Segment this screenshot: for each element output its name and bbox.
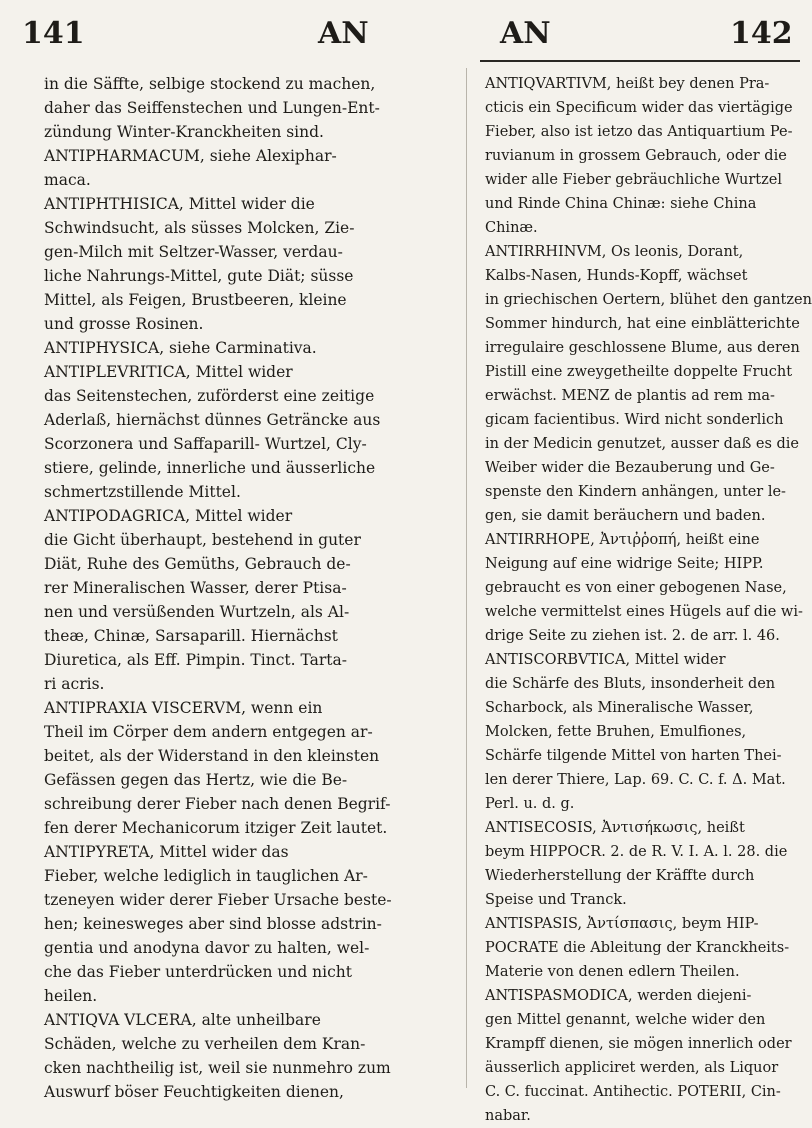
- text-line: zündung Winter-Kranckheiten sind.: [44, 123, 324, 141]
- text-line: ANTISPASIS, Ἀντίσπασις, beym HIP-: [485, 916, 759, 932]
- left-column: [44, 72, 449, 1101]
- text-line: gentia und anodyna davor zu halten, wel-: [44, 939, 370, 957]
- text-line: Mittel, als Feigen, Brustbeeren, kleine: [44, 291, 347, 309]
- text-line: in der Medicin genutzet, ausser daß es die: [485, 436, 800, 452]
- text-line: Scharbock, als Mineralische Wasser,: [485, 700, 754, 716]
- text-line: Molcken, fette Bruhen, Emulfiones,: [485, 724, 747, 740]
- text-line: schmertzstillende Mittel.: [44, 483, 241, 501]
- text-line: ANTIPHYSICA, siehe Carminativa.: [44, 339, 317, 357]
- text-line: ANTISCORBVTICA, Mittel wider: [485, 652, 726, 668]
- text-line: Perl. u. d. g.: [485, 796, 575, 812]
- header-rule: [480, 60, 800, 62]
- text-line: beitet, als der Widerstand in den kleinsten: [44, 747, 380, 765]
- text-line: die Gicht überhaupt, bestehend in guter: [44, 531, 361, 549]
- text-line: Materie von denen edlern Theilen.: [485, 964, 740, 980]
- text-line: und Rinde China Chinæ: siehe China: [485, 196, 757, 212]
- text-line: Schärfe tilgende Mittel von harten Thei-: [485, 748, 782, 764]
- text-line: Weiber wider die Bezauberung und Ge-: [485, 460, 775, 476]
- page-number-left: 141: [22, 16, 85, 51]
- text-line: in griechischen Oertern, blühet den gantzen: [485, 292, 812, 308]
- text-line: C. C. fuccinat. Antihectic. POTERII, Cin-: [485, 1084, 781, 1100]
- text-line: Krampff dienen, sie mögen innerlich oder: [485, 1036, 792, 1052]
- text-line: ANTIPRAXIA VISCERVM, wenn ein: [44, 699, 323, 717]
- text-line: drige Seite zu ziehen ist. 2. de arr. l. 46.: [485, 628, 780, 644]
- text-line: wider alle Fieber gebräuchliche Wurtzel: [485, 172, 782, 188]
- text-line: ri acris.: [44, 675, 105, 693]
- text-line: gen-Milch mit Seltzer-Wasser, verdau-: [44, 243, 343, 261]
- text-line: gen, sie damit beräuchern und baden.: [485, 508, 766, 524]
- text-line: Theil im Cörper dem andern entgegen ar-: [44, 723, 373, 741]
- text-line: hen; keinesweges aber sind blosse adstrin-: [44, 915, 382, 933]
- text-line: beym HIPPOCR. 2. de R. V. I. A. l. 28. die: [485, 844, 788, 860]
- text-line: cken nachtheilig ist, weil sie nunmehro zum: [44, 1059, 391, 1077]
- text-line: Diuretica, als Eff. Pimpin. Tinct. Tarta-: [44, 651, 347, 669]
- text-line: ANTIPODAGRICA, Mittel wider: [44, 507, 293, 525]
- text-line: Speise und Tranck.: [485, 892, 627, 908]
- text-line: Schwindsucht, als süsses Molcken, Zie-: [44, 219, 355, 237]
- page-number-right: 142: [730, 16, 793, 51]
- text-line: Diät, Ruhe des Gemüths, Gebrauch de-: [44, 555, 351, 573]
- text-line: Fieber, also ist ietzo das Antiquartium Pe-: [485, 124, 793, 140]
- text-line: ANTIPHARMACUM, siehe Alexiphar-: [44, 147, 337, 165]
- text-line: ANTIPHTHISICA, Mittel wider die: [44, 195, 315, 213]
- text-line: fen derer Mechanicorum itziger Zeit lautet.: [44, 819, 388, 837]
- text-line: Wiederherstellung der Kräffte durch: [485, 868, 755, 884]
- text-line: Auswurf böser Feuchtigkeiten dienen,: [44, 1083, 344, 1101]
- text-line: cticis ein Specificum wider das viertägige: [485, 100, 793, 116]
- text-line: das Seitenstechen, zuförderst eine zeitige: [44, 387, 375, 405]
- text-line: Kalbs-Nasen, Hunds-Kopff, wächset: [485, 268, 748, 284]
- text-line: len derer Thiere, Lap. 69. C. C. f. Δ. Mat.: [485, 772, 786, 788]
- text-line: Aderlaß, hiernächst dünnes Geträncke aus: [44, 411, 381, 429]
- text-line: Chinæ.: [485, 220, 538, 236]
- text-line: nabar.: [485, 1108, 531, 1124]
- text-line: in die Säffte, selbige stockend zu machen,: [44, 75, 376, 93]
- running-head-left: AN: [318, 16, 369, 51]
- running-head-right: AN: [500, 16, 551, 51]
- text-line: Pistill eine zweygetheilte doppelte Frucht: [485, 364, 793, 380]
- text-line: ANTISECOSIS, Ἀντισήκωσις, heißt: [485, 820, 745, 836]
- text-line: irregulaire geschlossene Blume, aus deren: [485, 340, 800, 356]
- text-line: gen Mittel genannt, welche wider den: [485, 1012, 766, 1028]
- text-line: schreibung derer Fieber nach denen Begrif-: [44, 795, 391, 813]
- text-line: und grosse Rosinen.: [44, 315, 204, 333]
- text-line: heilen.: [44, 987, 98, 1005]
- text-line: stiere, gelinde, innerliche und äusserliche: [44, 459, 376, 477]
- page-header: [0, 0, 800, 62]
- text-line: liche Nahrungs-Mittel, gute Diät; süsse: [44, 267, 354, 285]
- text-line: che das Fieber unterdrücken und nicht: [44, 963, 353, 981]
- text-line: Fieber, welche lediglich in tauglichen Ar-: [44, 867, 368, 885]
- text-line: äusserlich appliciret werden, als Liquor: [485, 1060, 779, 1076]
- text-line: ANTIRRHOPE, Ἀντιῤῥοπή, heißt eine: [485, 532, 760, 548]
- text-line: Gefässen gegen das Hertz, wie die Be-: [44, 771, 348, 789]
- text-line: spenste den Kindern anhängen, unter le-: [485, 484, 786, 500]
- text-line: POCRATE die Ableitung der Kranckheits-: [485, 940, 790, 956]
- text-line: welche vermittelst eines Hügels auf die wi-: [485, 604, 803, 620]
- text-line: theæ, Chinæ, Sarsaparill. Hiernächst: [44, 627, 338, 645]
- text-line: ruvianum in grossem Gebrauch, oder die: [485, 148, 787, 164]
- text-line: Neigung auf eine widrige Seite; HIPP.: [485, 556, 764, 572]
- text-line: die Schärfe des Bluts, insonderheit den: [485, 676, 776, 692]
- text-line: Scorzonera und Saffaparill- Wurtzel, Cly-: [44, 435, 367, 453]
- column-divider: [466, 68, 467, 1088]
- text-line: ANTIPLEVRITICA, Mittel wider: [44, 363, 293, 381]
- text-line: Sommer hindurch, hat eine einblätterichte: [485, 316, 800, 332]
- text-line: maca.: [44, 171, 91, 189]
- text-line: ANTIPYRETA, Mittel wider das: [44, 843, 289, 861]
- text-line: gebraucht es von einer gebogenen Nase,: [485, 580, 787, 596]
- text-line: daher das Seiffenstechen und Lungen-Ent-: [44, 99, 380, 117]
- text-line: ANTISPASMODICA, werden diejeni-: [485, 988, 752, 1004]
- text-line: Schäden, welche zu verheilen dem Kran-: [44, 1035, 366, 1053]
- text-line: nen und versüßenden Wurtzeln, als Al-: [44, 603, 350, 621]
- text-line: ANTIQVA VLCERA, alte unheilbare: [44, 1011, 321, 1029]
- text-line: ANTIQVARTIVM, heißt bey denen Pra-: [485, 76, 770, 92]
- text-line: gicam facientibus. Wird nicht sonderlich: [485, 412, 784, 428]
- text-line: erwächst. MENZ de plantis ad rem ma-: [485, 388, 775, 404]
- right-column: [485, 72, 812, 1124]
- text-line: rer Mineralischen Wasser, derer Ptisa-: [44, 579, 347, 597]
- text-line: ANTIRRHINVM, Os leonis, Dorant,: [485, 244, 744, 260]
- text-line: tzeneyen wider derer Fieber Ursache beste-: [44, 891, 392, 909]
